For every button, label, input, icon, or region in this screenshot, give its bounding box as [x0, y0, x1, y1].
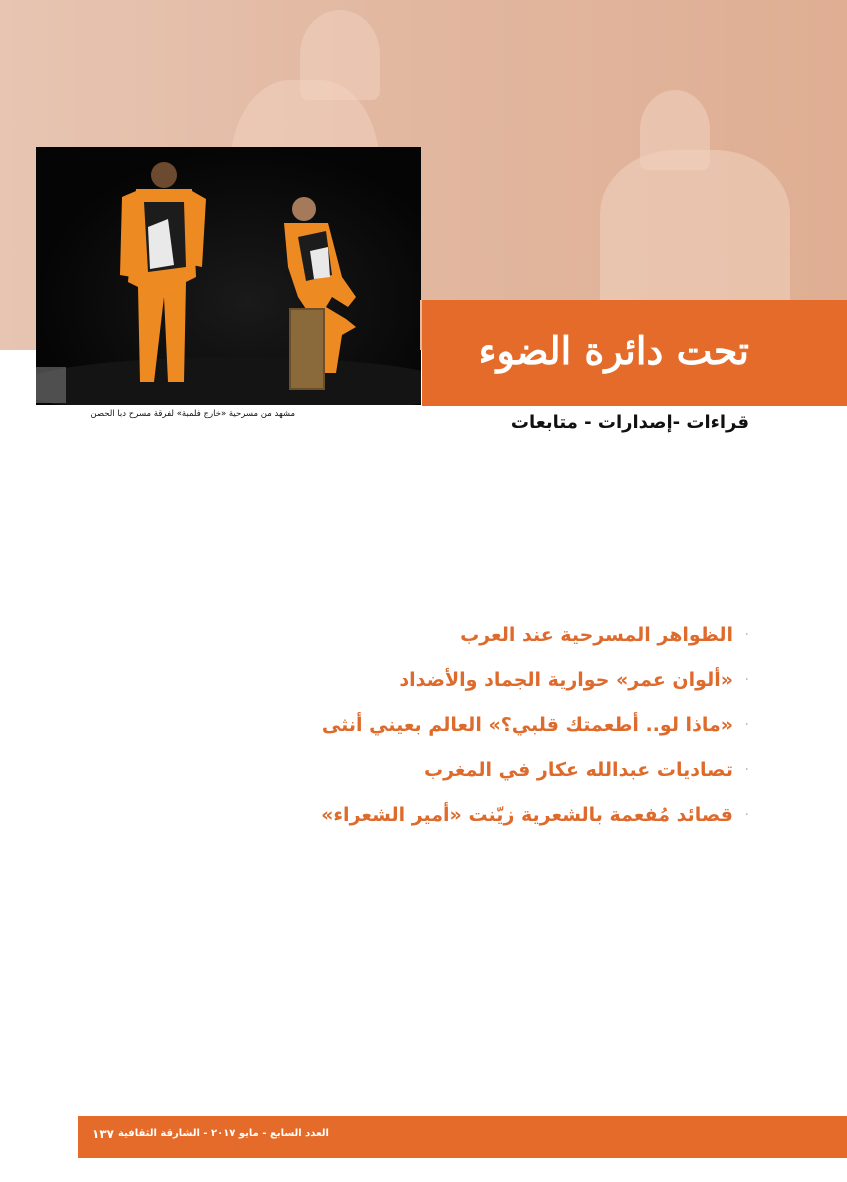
page-footer [78, 1116, 847, 1158]
issue-info: العدد السابع - مايو ٢٠١٧ - الشارقة الثقافية [118, 1128, 329, 1139]
stage-scene-illustration [36, 147, 421, 405]
contents-item-label: الظواهر المسرحية عند العرب [460, 623, 733, 646]
photo-caption: مشهد من مسرحية «خارج فلمبة» لفرقة مسرح دبا الحصن [90, 409, 295, 419]
section-title: تحت دائرة الضوء [478, 328, 749, 373]
stage-photo [36, 147, 421, 405]
contents-item[interactable] [229, 792, 749, 837]
contents-item[interactable] [229, 657, 749, 702]
bullet-icon: · [744, 716, 749, 733]
faded-figure-body-right [600, 150, 790, 310]
page-number: ١٣٧ [92, 1127, 114, 1141]
section-subtitle: قراءات -إصدارات - متابعات [510, 412, 749, 433]
contents-list [229, 612, 749, 837]
bullet-icon: · [744, 806, 749, 823]
contents-item-label: «ماذا لو.. أطعمتك قلبي؟» العالم بعيني أنثى [321, 713, 733, 736]
bullet-icon: · [744, 761, 749, 778]
contents-item[interactable] [229, 612, 749, 657]
bullet-icon: · [744, 626, 749, 643]
contents-item-label: تصاديات عبدالله عكار في المغرب [424, 758, 733, 781]
section-title-box [422, 300, 847, 406]
contents-item[interactable] [229, 702, 749, 747]
contents-item-label: قصائد مُفعمة بالشعرية زيّنت «أمير الشعراء» [321, 803, 733, 826]
contents-item-label: «ألوان عمر» حوارية الجماد والأضداد [399, 668, 733, 691]
contents-item[interactable] [229, 747, 749, 792]
bullet-icon: · [744, 671, 749, 688]
